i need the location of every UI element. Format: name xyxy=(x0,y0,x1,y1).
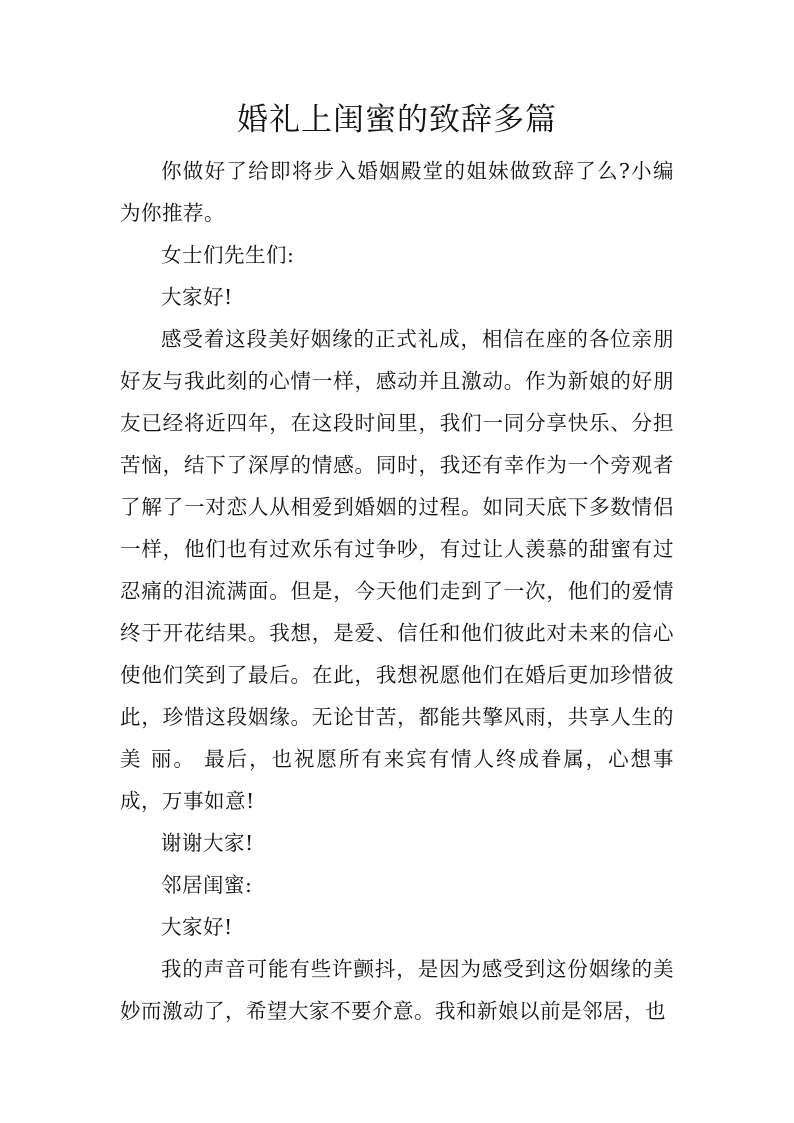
paragraph-speech-main: 感受着这段美好姻缘的正式礼成，相信在座的各位亲朋好友与我此刻的心情一样，感动并且激动。作为新娘的好朋友已经将近四年，在这段时间里，我们一同分享快乐、分担苦恼，结下了深厚的情感。同时，我还有幸作为一个旁观者了解了一对恋人从相爱到婚姻的过程。如同天底下多数情侣一样，他们也有过欢乐有过争吵，有过让人羡慕的甜蜜有过忍痛的泪流满面。但是，今天他们走到了一次，他们的爱情终于开花结果。我想，是爱、信任和他们彼此对未来的信心使他们笑到了最后。在此，我想祝愿他们在婚后更加珍惜彼此，珍惜这段姻缘。无论甘苦，都能共擎风雨，共享人生的美 丽。 最后，也祝愿所有来宾有情人终成眷属，心想事成，万事如意! xyxy=(120,327,674,813)
document-title: 婚礼上闺蜜的致辞多篇 xyxy=(237,102,557,138)
paragraph-thanks: 谢谢大家! xyxy=(161,831,254,855)
paragraph-greeting-2: 大家好! xyxy=(161,915,233,939)
document-body xyxy=(120,150,674,1032)
paragraph-greeting: 大家好! xyxy=(161,285,233,309)
paragraph-speech-2: 我的声音可能有些许颤抖，是因为感受到这份姻缘的美妙而激动了，希望大家不要介意。我和新娘以前是邻居，也 xyxy=(120,957,674,1023)
paragraph-intro: 你做好了给即将步入婚姻殿堂的姐妹做致辞了么?小编为你推荐。 xyxy=(120,159,674,225)
paragraph-salutation: 女士们先生们: xyxy=(161,243,295,267)
paragraph-section-heading: 邻居闺蜜: xyxy=(161,873,253,897)
